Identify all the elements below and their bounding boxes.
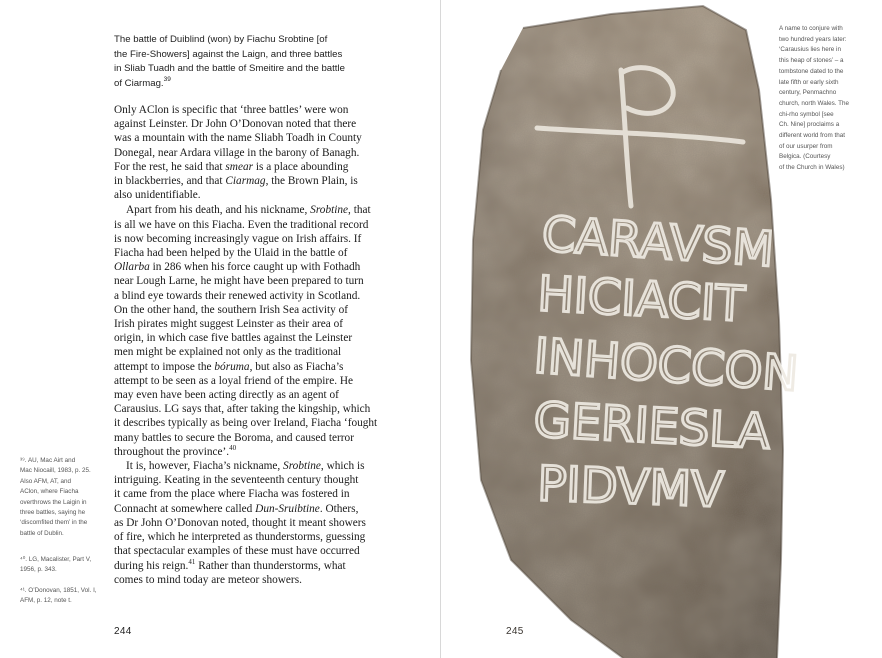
quote-line: The battle of Duiblind (won) by Fiachu Srobtine [of	[114, 34, 328, 45]
page-number: 245	[506, 626, 524, 637]
note-ref: 41	[188, 557, 196, 566]
sidenote-40: ⁴⁰. LG, Macalister, Part V, 1956, p. 343.	[20, 556, 92, 574]
inscription-line-5: PIDVMV	[536, 456, 725, 519]
sidenote-41: ⁴¹. O’Donovan, 1851, Vol. I, AFM, p. 12, note t.	[20, 587, 97, 605]
note-ref: 39	[163, 75, 171, 83]
sidenote-39: ³⁹. AU, Mac Airt and Mac Niocaill, 1983, p. 25. Also AFM, AT, and AClon, where Fiacha overthrows the Laigin in three battles, saying he ‘discomfited them’ in the battle of Dublin.	[20, 457, 91, 537]
note-ref: 40	[229, 443, 237, 452]
paragraph-3: It is, however, Fiacha’s nickname, Srobtine, which is intriguing. Keating in the seventeenth century thought it came from the place where Fiacha was fostered in Connacht at somewhere called Dun-Sruibtine. Others, as Dr John O’Donovan noted, thought it meant showers of fire, which he interpreted as thunderstorms, guessing that spectacular examples of these must have occurred during his reign.$^{41}$ Rather than thunderstorms, what comes to mind today are meteor showers.	[114, 460, 366, 586]
paragraph-1: Only AClon is specific that ‘three battles’ were won against Leinster. Dr John O’Donovan noted that there was a mountain with the name Sliabh Toadh in County Donegal, near Ardara village in the barony of Banagh. For the rest, he said that smear is a place abounding in blackberries, and that Ciarmag, the Brown Plain, is also unidentifiable.	[114, 104, 362, 202]
page-number: 244	[114, 626, 132, 637]
inscription-line-2: HICIACIT	[536, 266, 746, 333]
quote-line: the Fire-Showers] against the Laign, and three battles	[114, 48, 343, 60]
body-text	[114, 103, 426, 587]
right-page	[441, 0, 882, 658]
inscription-line-1: CARAVSM	[540, 206, 776, 279]
inscription-line-4: GERIESLA	[532, 392, 772, 461]
left-page	[0, 0, 440, 658]
paragraph-2: Apart from his death, and his nickname, Srobtine, that is all we have on this Fiacha. Even the traditional record is now becoming increasingly vague on Irish affairs. If Fiacha had been helped by the Ulaid in the battle of Ollarba in 286 when his force caught up with Fothadh near Lough Larne, he might have been prepared to turn a blind eye towards their renewed activity in Scotland. On the other hand, the southern Irish Sea activity of Irish pirates might suggest Leinster as their area of origin, in which case five battles against the Leinster men might be explained not only as the traditional attempt to impose the bóruma, but also as Fiacha’s attempt to be seen as a loyal friend of the empire. He may even have been acting directly as an agent of Carausius. LG says that, after taking the kingship, which it describes typically as being over Ireland, Fiacha ‘fought many battles to secure the Boroma, and caused terror throughout the province’.$^{40}$	[114, 204, 378, 458]
photo-caption: A name to conjure with two hundred years later: ‘Carausius lies here in this heap of stones’ – a tombstone dated to the late fifth or early sixth century, Penmachno church, north Wales. The chi-rho symbol [see Ch. Nine] proclaims a different world from that of our usurper from Belgica. (Courtesy of the Church in Wales)	[779, 25, 849, 172]
inscription-line-3: INHOCCON	[532, 328, 801, 403]
quote-line: of Ciarmag.$^{39}$	[114, 75, 171, 89]
quote-line: in Sliab Tuadh and the battle of Smeitire and the battle	[114, 63, 345, 74]
quoted-annal-entry	[114, 33, 414, 91]
